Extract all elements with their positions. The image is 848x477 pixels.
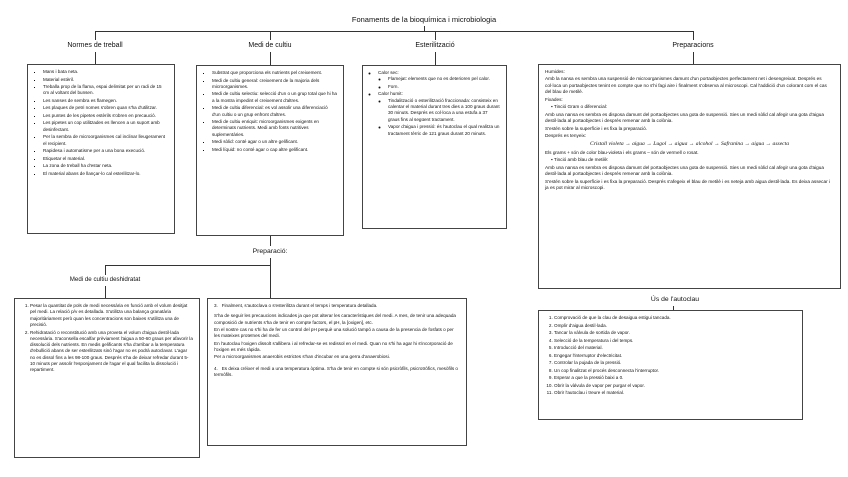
step-3	[214, 303, 460, 309]
connector-normes	[95, 31, 96, 40]
branch-normes: Normes de treball	[67, 42, 123, 49]
normes-item: ▪ La zona de treball ha d'estar neta.	[43, 163, 168, 169]
medi-item: ▪ Medi de cultiu selectiu: selecció d'un o un grup total que hi ha a la mostra impedint el creixement d'altres.	[212, 91, 337, 104]
normes-item: ▪ Treballa prop de la flama, espai delimitat per un radi de 15 cm al voltant del bunsen.	[43, 84, 168, 97]
normes-item: ▪ El material abans de llançar-lo cal esterilitzar-lo.	[43, 171, 168, 177]
step-3-number: 3.	[214, 303, 218, 308]
tenyir-label: Després es tenyeix:	[545, 133, 587, 139]
fixades-label: Fixades:	[545, 96, 563, 102]
connector-deshidratat-box	[105, 286, 106, 298]
autoclau-box	[538, 310, 803, 420]
calor-sec-subitem: ◦ Forn.	[388, 84, 500, 90]
precautions-3: En l'autoclau l'oxigen dissolt s'allibera i al refredar-se es redissol en el medi. Quan no s'hi ha agar hi s'incorporació de l'oxigen es més ràpida.	[214, 340, 453, 352]
esterilitzacio-box	[362, 65, 507, 229]
step-4	[214, 366, 460, 379]
medi-item: ▪ Medi sòlid: conté agar o un altre gelificant.	[212, 139, 337, 145]
metile-text1: Amb una nansa es sembra es disposa damunt del portaobjectes una gota de suspensió. Sies un medi sòlid cal afegir una gota d'aigua destil·lada al portaobjectes i després remenar amb la colònia.	[545, 164, 824, 177]
autoclau-step: 6. Engegar l'interruptor d'electricitat.	[554, 353, 796, 359]
connector-medi	[270, 31, 271, 40]
autoclau-step: 10. Obrir la vàlvula de vapor per purgar el vapor.	[554, 383, 796, 389]
normes-box	[27, 64, 175, 234]
connector-preparacio-down	[270, 258, 271, 298]
normes-item: ▪ Material estèril.	[43, 77, 168, 83]
preparacions-box	[538, 64, 841, 289]
normes-item: ▪ Les pipetes un cop utilitzades es llencen a un suport amb desinfectant.	[43, 120, 168, 133]
medi-list	[203, 70, 337, 153]
medi-item: ▪ Medi de cultiu general: creixement de la majoria dels microorganismes.	[212, 78, 337, 91]
autoclau-label: Ús de l'autoclau	[650, 296, 700, 303]
autoclau-step: 1. Comprovació de que la clau de desaigua estigui tancada.	[554, 315, 796, 321]
connector-deshidratat	[105, 265, 106, 275]
calor-humit-list	[378, 98, 500, 137]
connector-normes-box	[95, 52, 96, 64]
branch-bar	[95, 31, 694, 32]
normes-item: ▪ Per la sembra de microorganismes cal inclinar lleugerament el recipient.	[43, 134, 168, 147]
deshidratat-step: 2. Rehidratació o reconstitució amb una proveta el volum d'aigua destil·lada necessària. S'aconsella escalfar prèviament l'aigua a 50-60 graus per afavorir la dissolució dels nutrients. En medis gelificants s'ha d'arribar a la temperatura d'ebullició abans de ser esterilitzats sinó l'agar no es podrà autoclavar. L'agar no es dissol fins a les 98-100 graus. Després s'ha de deixar refredar durant 5-10 minuts per assolir l'esponjament de l'agar el qual facilita la dissolució i repartiment.	[30, 330, 193, 374]
calor-humit-item	[378, 91, 500, 136]
normes-item: ▪ Etiquetar el material.	[43, 156, 168, 162]
autoclau-step: 3. Tancar la vàlvula de sortida de vapor.	[554, 330, 796, 336]
metile-label: ▪ Tinció amb blau de metilè:	[551, 157, 609, 163]
step-4-number: 4.	[214, 365, 218, 371]
diagram-title: Fonaments de la bioquímica i microbiologia	[351, 15, 497, 24]
autoclau-step: 8. Un cop finalitzat el procés desconnecta l'interruptor.	[554, 368, 796, 374]
normes-item: ▪ Les puntes de les pipetes estèrils s'obren en precaució.	[43, 113, 168, 119]
medi-item: ▪ Medi de cultiu diferencial: es vol assolir una diferenciació d'un cultiu o un grup enfront d'altres.	[212, 105, 337, 118]
connector-prep	[693, 31, 694, 40]
metile-text2: S'estén sobre la superfície i es fixa la preparació. Després s'afegeix el blau de metilè i es neteja amb aigua destil·lada. Es deixa assecar i ja es pot mirar al microscopi.	[545, 178, 831, 190]
branch-medi: Medi de cultiu	[248, 42, 292, 49]
precautions-4: Per a microorganismes anaerobis estrictes s'han d'incubar en una gerra d'anaerobiosi.	[214, 354, 391, 360]
medi-item: ▪ Medi de cultiu enriquit: microorganismes exigents en determinats nutrients. Medi amb fonts nutritives suplementàries.	[212, 119, 337, 138]
medi-box	[196, 65, 344, 236]
calor-humit-label: Calor humit:	[378, 91, 403, 97]
branch-esterilitzacio: Esterilització	[415, 42, 455, 49]
autoclau-step: 9. Esperar a que la pressió baixi a 0.	[554, 375, 796, 381]
medi-item: ▪ Substrat que proporciona els nutrients pel creixement.	[212, 70, 337, 76]
calor-sec-list	[378, 76, 500, 90]
precautions-1: S'ha de seguir les precaucions indicades ja que pot alterar les característiques del medi. A mes, de tenir una adequada composició de nutrients s'ha de tenir en compte factors, el pH, la [oxigen], etc.	[214, 313, 456, 325]
gram-text2: S'estén sobre la superfície i es fixa la preparació.	[545, 125, 647, 131]
gram-result: Els grams + són de color blau-violeta i els grams – són de vermell o rosat.	[545, 149, 699, 155]
autoclau-step: 11. Obrir l'autoclau i treure el material.	[554, 390, 796, 396]
preparacio-label: Preparació:	[252, 248, 288, 255]
autoclau-step: 7. Controlar la pujada de la pressió.	[554, 360, 796, 366]
connector-prep-box	[693, 52, 694, 64]
connector-ester-box	[435, 52, 436, 65]
calor-humit-subitem: ◦ Tindalització o esterilització fraccionada: consisteix en calentar el material durant tres dies a 100 graus durant 30 minuts. Després es col·loca a una estufa a 37 graus fins al següent tractament.	[388, 98, 500, 123]
connector-preparacio	[270, 236, 271, 246]
step-3-text: Finalment, s'autoclava o s'esterilitza durant el temps i temperatura detallada.	[221, 303, 378, 308]
gram-text1: Amb una nansa es sembra es disposa damunt del portaobjectes una gota de suspensió. Sies un medi sòlid cal afegir una gota d'aigua destil·lada al portaobjectes i després remenar amb la colònia.	[545, 111, 824, 124]
autoclau-step: 2. Omplir d'aigua destil·lada.	[554, 323, 796, 329]
precautions-2: En el nostre cas no s'hi ha de fer un control del pH perquè una solució tampó a causa de la presencia de fosfats o per les mateixes proteïnes del medi.	[214, 326, 454, 339]
calor-humit-subitem: ◦ Vapor d'aigua i pressió: és l'autoclau el qual realitza un tractament tèrric de 121 graus durant 20 minuts.	[388, 124, 500, 137]
autoclau-step: 5. Introducció del material.	[554, 345, 796, 351]
connector-ester	[435, 31, 436, 40]
metile-label-text: Tinció amb blau de metilè:	[553, 157, 609, 163]
step-4-text: Es deixa créixer el medi a una temperatura òptima. S'ha de tenir en compte si són psicròfils, psicrotròfics, mesòfils o termòfils.	[214, 365, 458, 377]
normes-item: ▪ Mans i bata neta.	[43, 69, 168, 75]
calor-sec-label: Calor sec:	[378, 70, 399, 75]
calor-sec-item	[378, 70, 500, 90]
deshidratat-box	[14, 298, 200, 458]
humides-text: Amb la nansa es sembra una suspensió de microorganismes damunt d'un portaobjectes perfectament net i desengreixat. Després es col·loca un portaobjectes tenint en compte que no s'hi fagi aire i finalment s'observa al microscopi. Cal l'addició d'un colorant com el cas del blau de metilè.	[545, 76, 827, 95]
normes-item: ▪ Rapidesa i automatisme per a una bona execució.	[43, 148, 168, 154]
humides-label: Humides:	[545, 69, 565, 74]
steps-box	[207, 298, 467, 446]
gram-label-text: Tinció Gram o diferencial:	[553, 104, 608, 110]
deshidratat-label: Medi de cultiu deshidratat	[69, 276, 141, 283]
medi-item: ▪ Medi líquid: no conté agar o cap altre gelificant.	[212, 147, 337, 153]
gram-label: ▪ Tinció Gram o diferencial:	[551, 104, 608, 110]
branch-preparacions: Preparacions	[672, 42, 714, 49]
normes-item: ▪ Les plaques de petri nomes s'obren quan s'ha d'utilitzar.	[43, 105, 168, 111]
deshidratat-step: 1. Pesar la quantitat de pols de medi necessària en funció amb el volum desitjat pel medi. La relació p/v es detallada. S'utilitza una balança granatària majoritàriament però quan les concentracions son baixes s'utilitza una de precisió.	[30, 303, 193, 328]
connector-medi-box	[270, 52, 271, 65]
connector-preparacio-left	[105, 265, 271, 266]
staining-sequence: Cristall violeta → aigua → Lugol → aigua → alcohol → Safranina → aigua → assecta	[589, 140, 790, 147]
autoclau-steps	[545, 315, 796, 396]
normes-item: ▪ Les nanses de sembra es flamegen.	[43, 98, 168, 104]
normes-list	[34, 69, 168, 177]
calor-sec-subitem: ◦ Flamejat: elements que no es deterioren pel calor.	[388, 76, 500, 82]
deshidratat-steps	[21, 303, 193, 374]
autoclau-step: 4. Selecció de la temperatura i del temps.	[554, 338, 796, 344]
